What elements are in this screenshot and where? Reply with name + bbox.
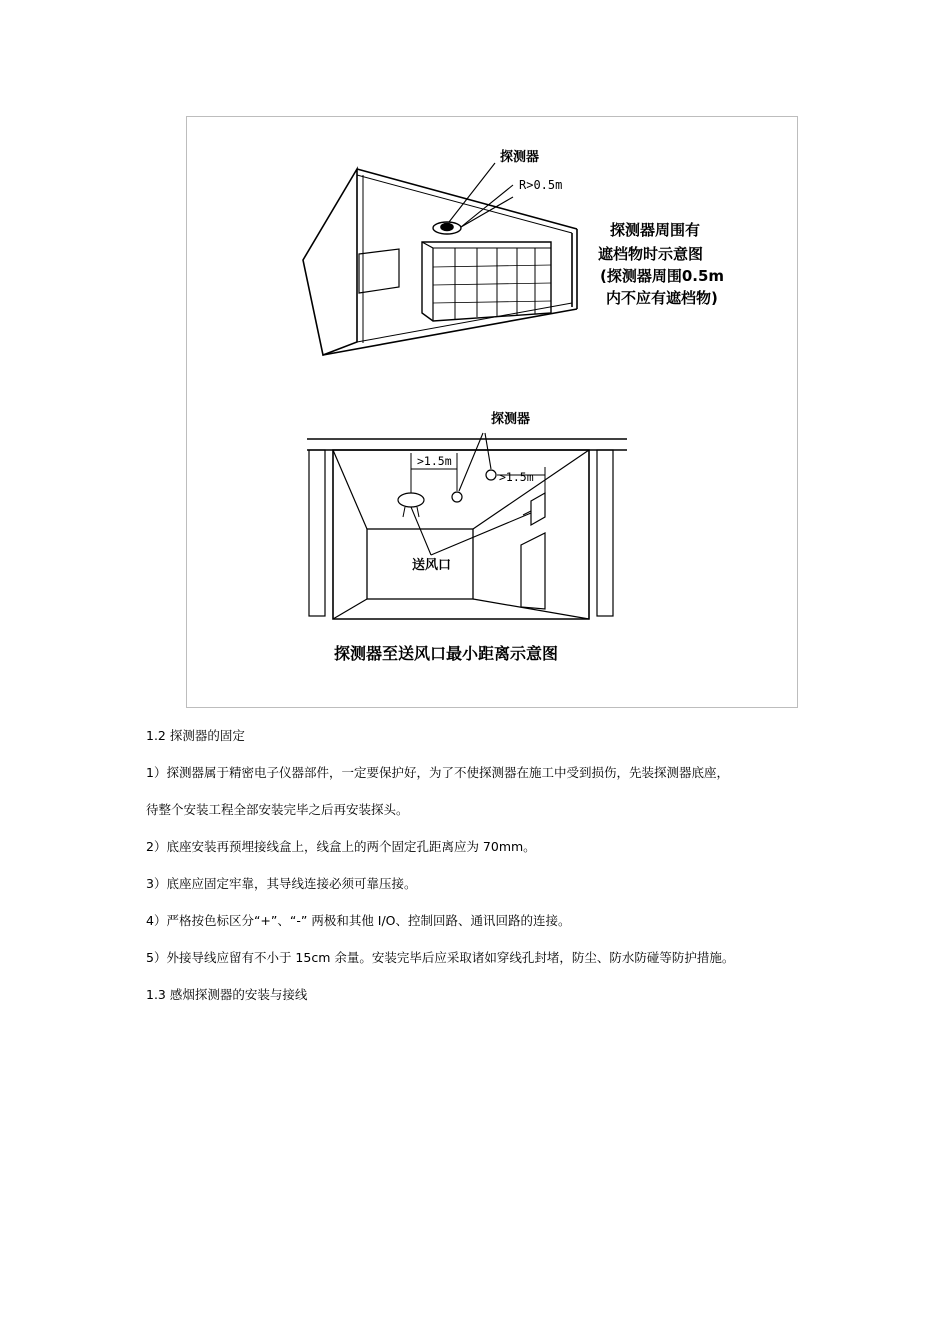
section-1-2-item-2: 2）底座安装再预埋接线盒上，线盒上的两个固定孔距离应为 70mm。 <box>146 839 536 854</box>
installation-diagrams <box>187 117 799 709</box>
diagram1-radius-label: R>0.5m <box>519 178 563 192</box>
diagram2-detector-label: 探测器 <box>491 412 531 427</box>
section-1-2-heading: 1.2 探测器的固定 <box>146 728 245 743</box>
diagram1-detector-label: 探测器 <box>500 150 540 165</box>
section-1-2-item-3: 3）底座应固定牢靠，其导线连接必须可靠压接。 <box>146 876 417 891</box>
diagram1-caption-line-4: 内不应有遮档物) <box>606 289 718 307</box>
diagram2-dist-right: >1.5m <box>499 470 534 484</box>
diagram2-caption: 探测器至送风口最小距离示意图 <box>334 644 559 663</box>
figure-diagrams <box>186 116 798 708</box>
diagram-vent-distance <box>307 433 627 619</box>
section-1-2-item-5: 5）外接导线应留有不小于 15cm 余量。安装完毕后应采取诸如穿线孔封堵，防尘、防水防碰等防护措施。 <box>146 950 735 965</box>
section-1-3-heading: 1.3 感烟探测器的安装与接线 <box>146 987 308 1002</box>
diagram2-dist-left: >1.5m <box>417 454 452 468</box>
section-1-2-item-4: 4）严格按色标区分“+”、“-” 两极和其他 I/O、控制回路、通讯回路的连接。 <box>146 913 571 928</box>
section-1-2-item-1: 1）探测器属于精密电子仪器部件，一定要保护好，为了不使探测器在施工中受到损伤，先装探测器底座， <box>146 765 729 780</box>
diagram1-caption-line-3: (探测器周围0.5m <box>600 267 725 285</box>
section-1-2-item-1-cont: 待整个安装工程全部安装完毕之后再安装探头。 <box>146 802 409 817</box>
diagram2-vent-label: 送风口 <box>412 558 452 573</box>
diagram1-caption-line-1: 探测器周围有 <box>610 221 701 239</box>
diagram1-caption-line-2: 遮档物时示意图 <box>598 245 704 263</box>
